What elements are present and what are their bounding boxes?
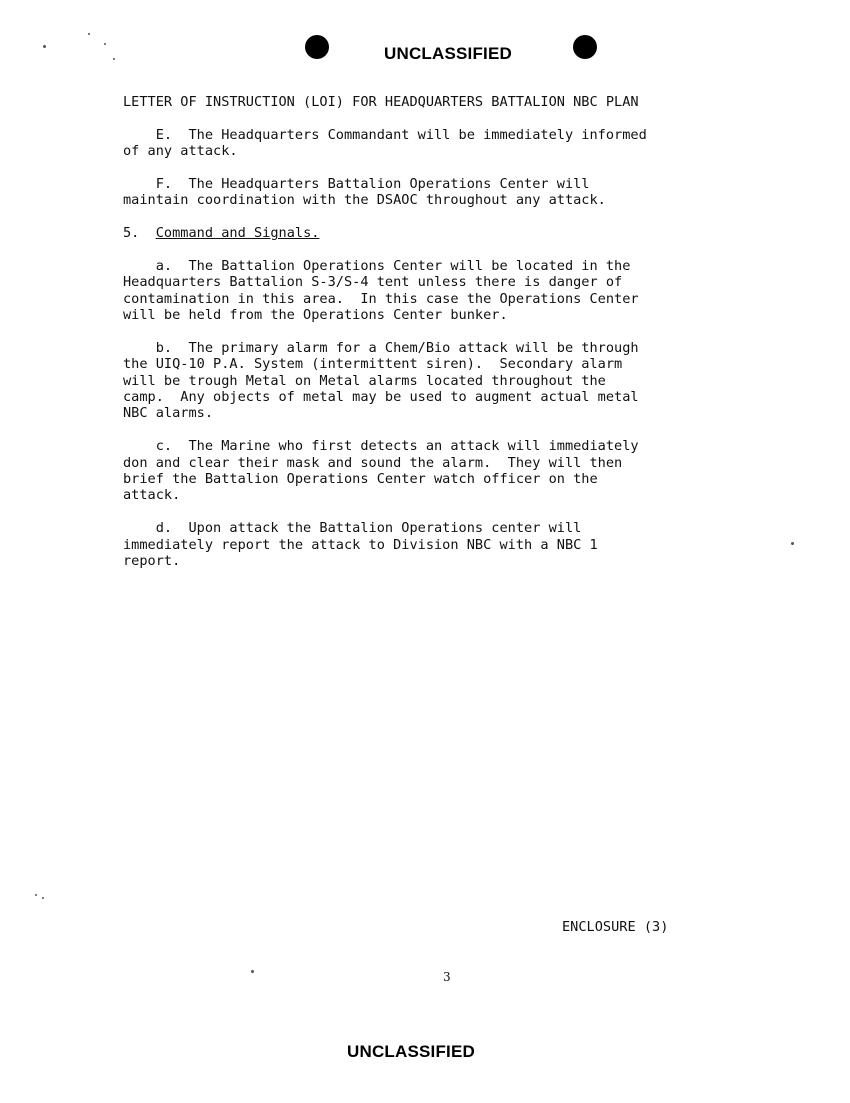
text-line: the UIQ-10 P.A. System (intermittent siren). Secondary alarm — [123, 356, 623, 373]
scan-speck — [35, 894, 37, 896]
text-line: a. The Battalion Operations Center will be located in the — [123, 257, 631, 274]
section-5-heading — [123, 225, 783, 241]
text-line: will be held from the Operations Center bunker. — [123, 307, 508, 324]
page-number: 3 — [443, 970, 451, 984]
text-line: report. — [123, 552, 181, 569]
document-heading: LETTER OF INSTRUCTION (LOI) FOR HEADQUARTERS BATTALION NBC PLAN — [123, 94, 639, 110]
text-line: immediately report the attack to Division NBC with a NBC 1 — [123, 536, 598, 553]
paragraph-e — [123, 127, 783, 160]
paragraph-d — [123, 520, 783, 569]
paragraph-c — [123, 438, 783, 504]
scan-speck — [791, 542, 794, 545]
text-line: c. The Marine who first detects an attack will immediately — [123, 438, 639, 455]
paragraph-f — [123, 176, 783, 209]
enclosure-label: ENCLOSURE (3) — [562, 919, 669, 935]
text-line: attack. — [123, 487, 181, 504]
text-line: brief the Battalion Operations Center watch officer on the — [123, 470, 598, 487]
text-line: camp. Any objects of metal may be used to augment actual metal — [123, 389, 639, 406]
scan-speck — [88, 33, 90, 35]
text-line: will be trough Metal on Metal alarms located throughout the — [123, 372, 606, 389]
document-body — [123, 94, 783, 569]
scan-speck — [104, 43, 106, 45]
text-line: maintain coordination with the DSAOC throughout any attack. — [123, 192, 606, 209]
text-line: of any attack. — [123, 143, 238, 160]
text-line: E. The Headquarters Commandant will be immediately informed — [123, 126, 647, 143]
text-line: F. The Headquarters Battalion Operations Center will — [123, 175, 590, 192]
text-line: b. The primary alarm for a Chem/Bio attack will be through — [123, 339, 639, 356]
scan-speck — [42, 897, 44, 899]
section-number: 5. — [123, 225, 156, 242]
classification-marking-top: UNCLASSIFIED — [383, 44, 513, 63]
text-line: don and clear their mask and sound the alarm. They will then — [123, 454, 623, 471]
scan-speck — [43, 45, 46, 48]
scan-speck — [251, 970, 254, 973]
text-line: contamination in this area. In this case the Operations Center — [123, 290, 639, 307]
classification-marking-bottom: UNCLASSIFIED — [346, 1042, 476, 1061]
text-line: Headquarters Battalion S-3/S-4 tent unless there is danger of — [123, 274, 623, 291]
section-title: Command and Signals. — [155, 225, 320, 242]
paragraph-b — [123, 340, 783, 422]
text-line: d. Upon attack the Battalion Operations center will — [123, 520, 582, 537]
text-line: NBC alarms. — [123, 405, 214, 422]
paragraph-a — [123, 258, 783, 324]
scan-speck — [113, 58, 115, 60]
